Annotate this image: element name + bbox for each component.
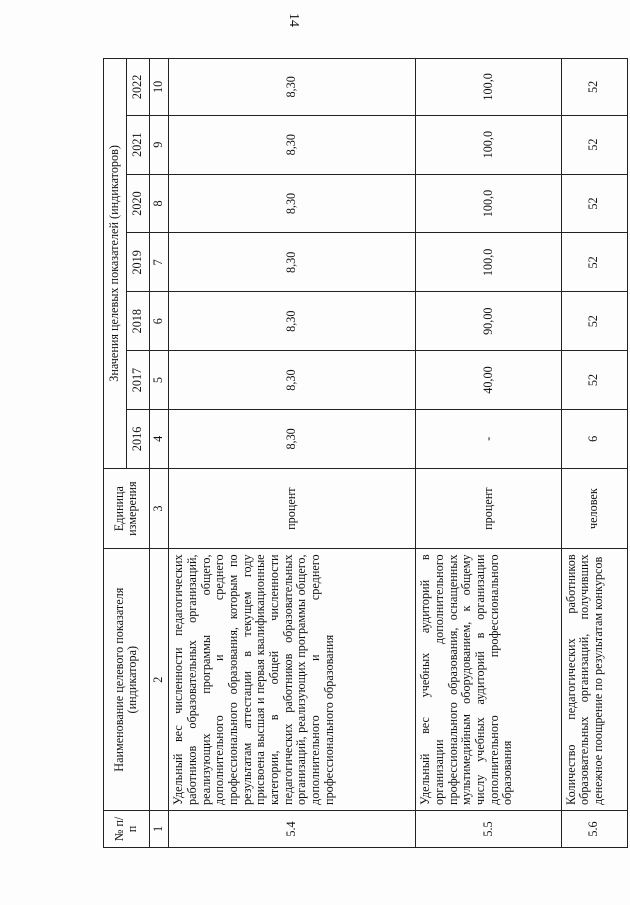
header-year: 2018 — [126, 292, 149, 351]
row-name: Удельный вес учебных аудиторий в организации дополнительного профессионального образования, оснащенных мультимедийным оборудованием, к общему числу учебных аудиторий в организации дополнительного профессионального образования — [416, 549, 561, 811]
table-row — [561, 59, 627, 848]
header-row-1 — [104, 59, 127, 848]
row-value: 8,30 — [169, 351, 416, 410]
row-value: 52 — [561, 174, 627, 233]
header-year: 2016 — [126, 409, 149, 468]
header-unit: Единица измерения — [104, 468, 150, 549]
column-number: 9 — [149, 115, 169, 174]
page-number: 14 — [286, 13, 301, 27]
header-num: № п/п — [104, 810, 150, 847]
row-value: 52 — [561, 59, 627, 116]
row-value: 8,30 — [169, 59, 416, 116]
column-number: 5 — [149, 351, 169, 410]
row-unit: человек — [561, 468, 627, 549]
landscape-canvas — [103, 58, 628, 848]
row-value: 100,0 — [416, 115, 561, 174]
header-year: 2022 — [126, 59, 149, 116]
row-value: 40,00 — [416, 351, 561, 410]
row-value: 8,30 — [169, 409, 416, 468]
row-value: 8,30 — [169, 174, 416, 233]
row-unit: процент — [169, 468, 416, 549]
column-number: 4 — [149, 409, 169, 468]
header-year: 2020 — [126, 174, 149, 233]
indicator-table — [103, 58, 628, 848]
row-num: 5.4 — [169, 810, 416, 847]
header-year: 2017 — [126, 351, 149, 410]
column-number: 1 — [149, 810, 169, 847]
header-year: 2021 — [126, 115, 149, 174]
column-number: 2 — [149, 549, 169, 811]
row-value: 90,00 — [416, 292, 561, 351]
table-row — [416, 59, 561, 848]
header-name: Наименование целевого показателя (индикатора) — [104, 549, 150, 811]
header-year: 2019 — [126, 233, 149, 292]
column-number: 6 — [149, 292, 169, 351]
row-name: Удельный вес численности педагогических работников образовательных организаций, реализующих программы общего, дополнительного и среднего профессионального образования, которым по результатам аттестации в текущем году присвоена высшая и первая квалификационные категории, в общей численности педагогических работников образовательных организаций, реализующих программы общего, дополнительного и среднего профессионального образования — [169, 549, 416, 811]
column-number: 7 — [149, 233, 169, 292]
header-values-group: Значения целевых показателей (индикаторов) — [104, 59, 127, 469]
column-number: 10 — [149, 59, 169, 116]
row-value: 8,30 — [169, 115, 416, 174]
row-value: 8,30 — [169, 233, 416, 292]
row-num: 5.5 — [416, 810, 561, 847]
row-value: - — [416, 409, 561, 468]
row-name: Количество педагогических работников образовательных организаций, получивших денежное поощрение по результатам конкурсов — [561, 549, 627, 811]
row-value: 8,30 — [169, 292, 416, 351]
row-value: 6 — [561, 409, 627, 468]
table-row — [169, 59, 416, 848]
row-value: 100,0 — [416, 59, 561, 116]
row-num: 5.6 — [561, 810, 627, 847]
column-number-row — [149, 59, 169, 848]
row-value: 100,0 — [416, 233, 561, 292]
column-number: 3 — [149, 468, 169, 549]
rotated-table-region — [103, 58, 628, 848]
row-value: 52 — [561, 292, 627, 351]
row-value: 52 — [561, 351, 627, 410]
column-number: 8 — [149, 174, 169, 233]
row-value: 52 — [561, 115, 627, 174]
row-unit: процент — [416, 468, 561, 549]
row-value: 52 — [561, 233, 627, 292]
row-value: 100,0 — [416, 174, 561, 233]
